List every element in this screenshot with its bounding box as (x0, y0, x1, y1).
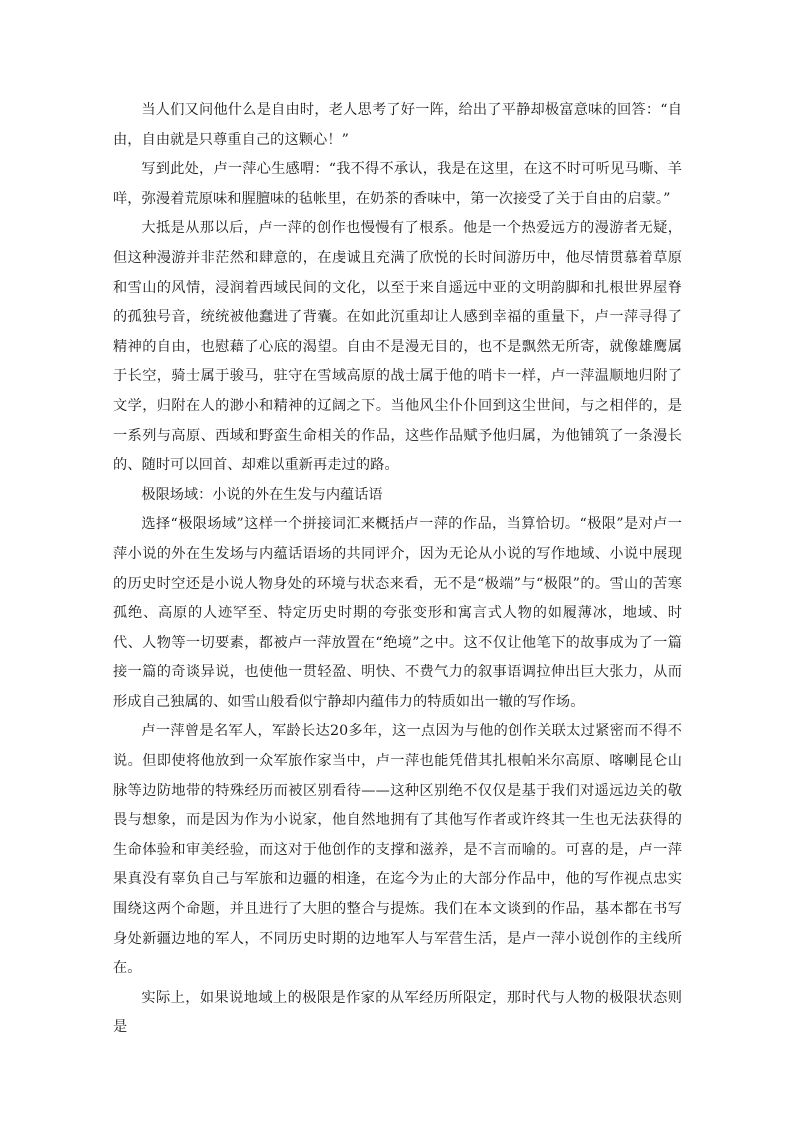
paragraph-freedom-answer: 当人们又问他什么是自由时，老人思考了好一阵，给出了平静却极富意味的回答：“自由，自由就是只尊重自己的这颗心！” (113, 102, 682, 148)
paragraph-military-career: 卢一萍曾是名军人，军龄长达20多年，这一点因为与他的创作关联太过紧密而不得不说。但即使将他放到一众军旅作家当中，卢一萍也能凭借其扎根帕米尔高原、喀喇昆仑山脉等边防地带的特殊经历而被区别看待——这种区别绝不仅仅是基于我们对遥远边关的敬畏与想象，而是因为作为小说家，他自然地拥有了其他写作者或许终其一生也无法获得的生命体验和审美经验，而这对于他创作的支撑和滋养，是不言而喻的。可喜的是，卢一萍果真没有辜负自己与军旅和边疆的相逢，在迄今为止的大部分作品中，他的写作视点忠实围绕这两个命题，并且进行了大胆的整合与提炼。我们在本文谈到的作品，基本都在书写身处新疆边地的军人，不同历史时期的边地军人与军营生活，是卢一萍小说创作的主线所在。 (113, 723, 682, 977)
paragraph-author-reflection: 写到此处，卢一萍心生感喟：“我不得不承认，我是在这里，在这不时可听见马嘶、羊咩，弥漫着荒原味和腥膻味的毡帐里，在奶茶的香味中，第一次接受了关于自由的启蒙。” (113, 161, 682, 207)
section-heading: 极限场域：小说的外在生发与内蕴话语 (141, 486, 383, 503)
paragraph-extreme-field: 选择“极限场域”这样一个拼接词汇来概括卢一萍的作品，当算恰切。“极限”是对卢一萍小说的外在生发场与内蕴话语场的共同评介，因为无论从小说的写作地域、小说中展现的历史时空还是小说人物身处的环境与状态来看，无不是“极端”与“极限”的。雪山的苦寒孤绝、高原的人迹罕至、特定历史时期的夸张变形和寓言式人物的如履薄冰，地域、时代、人物等一切要素，都被卢一萍放置在“绝境”之中。这不仅让他笔下的故事成为了一篇接一篇的奇谈异说，也使他一贯轻盈、明快、不费气力的叙事语调拉伸出巨大张力，从而形成自己独属的、如雪山般看似宁静却内蕴伟力的特质如出一辙的写作场。 (113, 516, 682, 710)
paragraph-regional-limits: 实际上，如果说地域上的极限是作家的从军经历所限定，那时代与人物的极限状态则是 (113, 989, 682, 1036)
paragraph-creative-roots: 大抵是从那以后，卢一萍的创作也慢慢有了根系。他是一个热爱远方的漫游者无疑，但这种漫游并非茫然和肆意的，在虔诚且充满了欣悦的长时间游历中，他尽情贯慕着草原和雪山的风情，浸润着西域民间的文化，以至于来自遥远中亚的文明韵脚和扎根世界屋脊的孤独号音，统统被他蠢进了背囊。在如此沉重却让人感到幸福的重量下，卢一萍寻得了精神的自由，也慰藉了心底的渴望。自由不是漫无目的，也不是飘然无所寄，就像雄鹰属于长空，骑士属于骏马，驻守在雪域高原的战士属于他的哨卡一样，卢一萍温顺地归附了文学，归附在人的渺小和精神的辽阔之下。当他风尘仆仆回到这尘世间，与之相伴的，是一系列与高原、西域和野蛮生命相关的作品，这些作品赋予他归属，为他铺筑了一条漫长的、随时可以回首、却难以重新再走过的路。 (113, 220, 682, 474)
document-body (113, 96, 682, 1043)
